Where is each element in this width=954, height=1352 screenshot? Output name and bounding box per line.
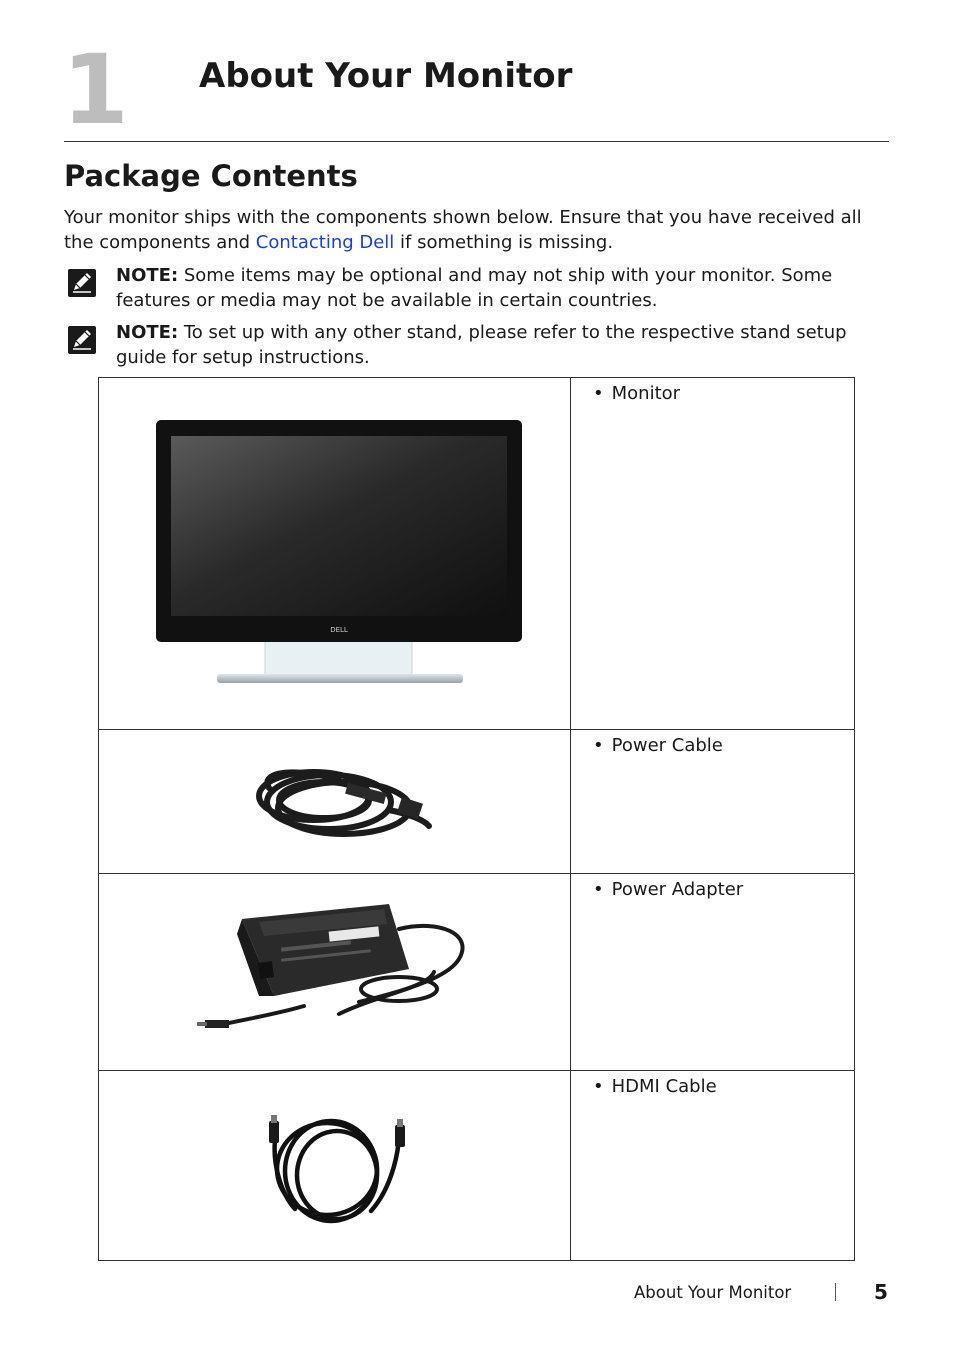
- footer-chapter-title: About Your Monitor: [634, 1283, 792, 1302]
- note-1: [64, 263, 894, 313]
- monitor-item: [571, 378, 855, 730]
- hdmi-cable-item: [571, 1071, 855, 1261]
- note-pencil-icon: [67, 325, 97, 355]
- hdmi-cable-icon: [99, 1071, 570, 1256]
- intro-text: Your monitor ships with the components shown below. Ensure that you have received all the components and: [64, 207, 862, 253]
- power-adapter-icon: [99, 874, 570, 1066]
- table-row: [99, 1071, 855, 1261]
- page-number: 5: [874, 1280, 888, 1304]
- section-title: Package Contents: [64, 159, 358, 193]
- package-contents-table: [98, 377, 855, 1261]
- power-cable-icon: [99, 730, 570, 869]
- chapter-number: 1: [62, 34, 129, 146]
- note-label: NOTE:: [116, 265, 179, 286]
- chapter-divider: [64, 141, 889, 142]
- table-row: [99, 730, 855, 874]
- note-text: Some items may be optional and may not ship with your monitor. Some features or media may not be available in certain countries.: [116, 265, 833, 311]
- note-text: To set up with any other stand, please refer to the respective stand setup guide for setup instructions.: [116, 322, 847, 368]
- monitor-logo: DELL: [330, 626, 348, 634]
- intro-text-end: if something is missing.: [394, 232, 614, 253]
- intro-paragraph: [64, 205, 894, 255]
- item-label: • Monitor: [571, 378, 854, 406]
- item-label: • Power Adapter: [571, 874, 854, 902]
- item-label: • Power Cable: [571, 730, 854, 758]
- power-adapter-item: [571, 874, 855, 1071]
- contacting-dell-link[interactable]: Contacting Dell: [255, 232, 395, 253]
- power-adapter-image-cell: [99, 874, 571, 1071]
- monitor-icon: [99, 378, 570, 725]
- note-2: [64, 320, 894, 370]
- monitor-image-cell: [99, 378, 571, 730]
- item-label: • HDMI Cable: [571, 1071, 854, 1099]
- hdmi-cable-image-cell: [99, 1071, 571, 1261]
- table-row: [99, 378, 855, 730]
- power-cable-item: [571, 730, 855, 874]
- table-row: [99, 874, 855, 1071]
- footer-separator: [835, 1283, 836, 1301]
- note-label: NOTE:: [116, 322, 179, 343]
- chapter-title: About Your Monitor: [199, 56, 573, 96]
- power-cable-image-cell: [99, 730, 571, 874]
- note-pencil-icon: [67, 268, 97, 298]
